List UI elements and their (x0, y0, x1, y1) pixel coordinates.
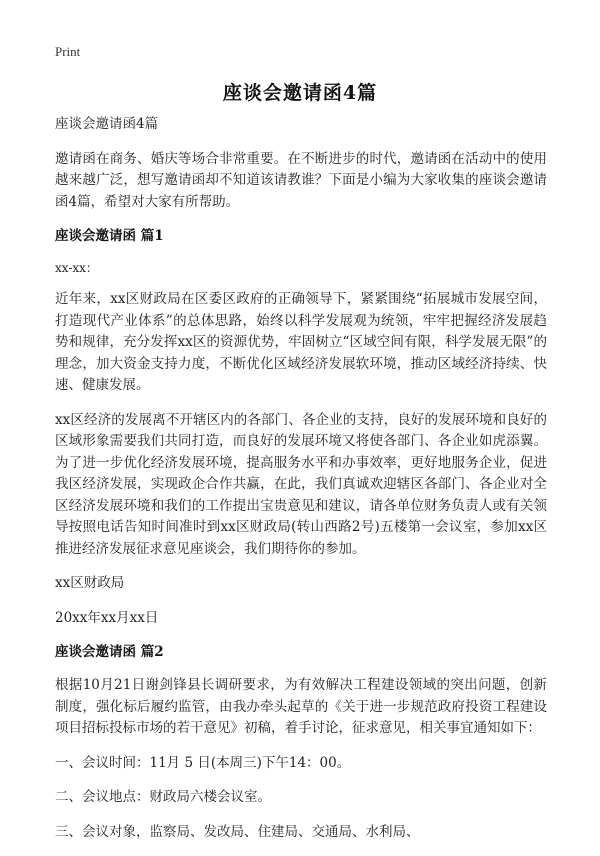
section-1-paragraph: 近年来，xx区财政局在区委区政府的正确领导下，紧紧围绕“拓展城市发展空间，打造现代产业体系”的总体思路，始终以科学发展观为统领，牢牢把握经济发展趋势和规律，充分发挥xx区的资源优势，牢固树立“区域空间有限，科学发展无限”的理念，加大资金支持力度，不断优化区域经济发展软环境，推动区域经济持续、快速、健康发展。 (55, 291, 547, 393)
section-1-signature: xx区财政局 (55, 575, 125, 591)
section-2-meeting-time: 一、会议时间：11月 5 日(本周三)下午14：00。 (55, 754, 351, 771)
section-1-date: 20xx年xx月xx日 (55, 609, 159, 626)
section-2-meeting-location: 二、会议地点：财政局六楼会议室。 (55, 789, 271, 805)
section-2-paragraph: 根据10月21日谢剑锋县长调研要求，为有效解决工程建设领域的突出问题，创新制度，强化标后履约监管，由我办牵头起草的《关于进一步规范政府投资工程建设项目招标投标市场的若干意见》初稿，着手讨论，征求意见，相关事宜通知如下： (55, 677, 547, 736)
page-title: 座谈会邀请函4篇 (222, 82, 378, 104)
section-2-meeting-attendees: 三、会议对象，监察局、发改局、住建局、交通局、水利局、 (55, 823, 420, 840)
intro-paragraph: 邀请函在商务、婚庆等场合非常重要。在不断进步的时代，邀请函在活动中的使用越来越广泛，想写邀请函却不知道该请教谁？下面是小编为大家收集的座谈会邀请函4篇，希望对大家有所帮助。 (55, 150, 547, 210)
document-body (55, 114, 547, 856)
section-1-paragraph: xx区经济的发展离不开辖区内的各部门、各企业的支持，良好的发展环境和良好的区域形象需要我们共同打造，而良好的发展环境又将使各部门、各企业如虎添翼。为了进一步优化经济发展环境，提高服务水平和办事效率，更好地服务企业，促进我区经济发展，实现政企合作共赢，在此，我们真诚欢迎辖区各部门、各企业对全区经济发展环境和我们的工作提出宝贵意见和建议，请各单位财务负责人或有关领导按照电话告知时间准时到xx区财政局(转山西路2号)五楼第一会议室，参加xx区推进经济发展征求意见座谈会，我们期待你的参加。 (55, 411, 547, 557)
section-1-heading: 座谈会邀请函 篇1 (55, 228, 164, 244)
document-subtitle: 座谈会邀请函4篇 (55, 116, 159, 132)
print-label[interactable]: Print (55, 44, 81, 59)
section-2-heading: 座谈会邀请函 篇2 (55, 644, 164, 660)
section-1-salutation: xx-xx： (55, 261, 98, 275)
